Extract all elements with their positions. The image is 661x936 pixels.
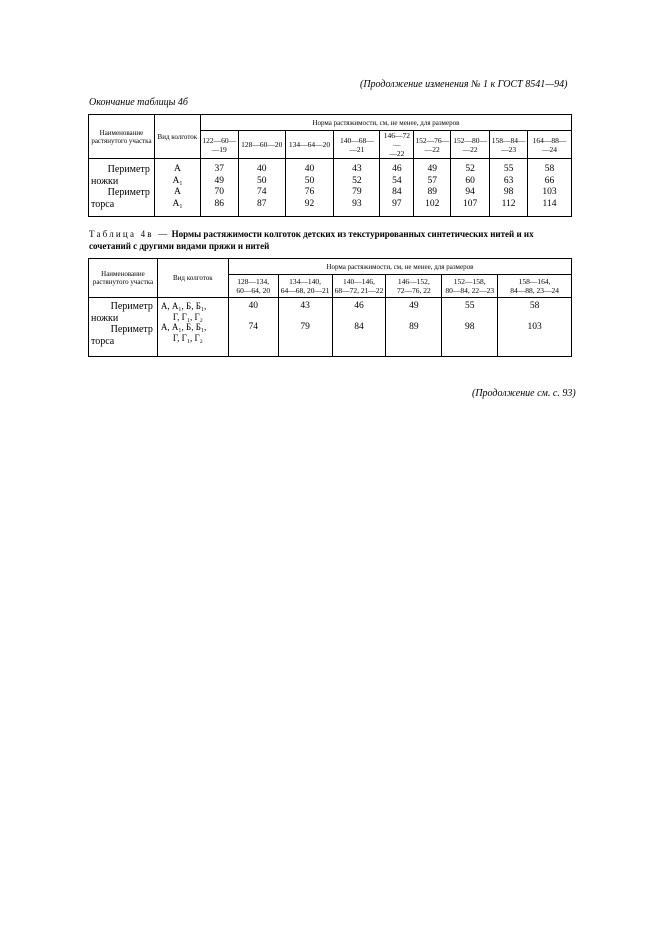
cell-value: 40	[248, 301, 258, 311]
cell-value: 37	[214, 164, 225, 174]
type-letter: А	[173, 187, 181, 198]
table-4b-caption: Окончание таблицы 4б	[89, 97, 188, 108]
value-column	[278, 298, 332, 357]
table-4v-caption-title: Нормы растяжимости колготок детских из текстурированных синтетических нитей и их сочетаний с другими видами пряжи и нитей	[89, 229, 534, 251]
size-header: 152—76— —22	[414, 131, 451, 159]
size-header: 158—164, 84—88, 23—24	[498, 275, 572, 298]
part-label: ножки	[91, 175, 119, 187]
cell-value: 63	[503, 175, 514, 186]
cell-value: 40	[304, 164, 315, 174]
cell-value: 98	[503, 187, 514, 198]
header-type: Вид колготок	[157, 259, 228, 298]
type-line: А, А₁, Б, Б₁,	[160, 301, 207, 311]
part-label: Периметр	[110, 324, 153, 336]
cell-value: 93	[352, 198, 362, 209]
type-value	[155, 199, 200, 211]
cell-value: 97	[392, 198, 402, 209]
cell-value: 94	[465, 187, 475, 198]
cell-value: 103	[527, 322, 542, 332]
size-header: 128—60—20	[238, 131, 285, 159]
part-labels	[89, 159, 155, 217]
cell-value: 55	[464, 301, 475, 311]
value-column	[285, 159, 334, 217]
cell-value: 54	[392, 175, 402, 186]
type-line: Г, Г₁, Г₂	[172, 332, 203, 343]
type-value	[155, 176, 200, 188]
type-line: А, А₁, Б, Б₁,	[160, 322, 207, 332]
cell-value: 89	[427, 187, 437, 198]
size-header: 146—72— —22	[380, 131, 414, 159]
type-value	[155, 187, 200, 199]
value-column	[200, 159, 238, 217]
part-labels	[89, 298, 158, 357]
cell-value: 49	[427, 164, 437, 174]
cell-value: 89	[409, 322, 419, 332]
table-4v-caption-lead: Таблица 4в —	[89, 229, 170, 239]
cell-value: 114	[542, 198, 557, 209]
cell-value: 60	[465, 175, 475, 186]
value-column	[380, 159, 414, 217]
cell-value: 58	[529, 301, 540, 311]
value-column	[442, 298, 498, 357]
cell-value: 74	[256, 187, 267, 198]
cell-value: 49	[214, 175, 225, 186]
type-column	[154, 159, 200, 217]
size-header: 134—140, 64—68, 20—21	[278, 275, 332, 298]
value-column	[528, 159, 572, 217]
value-column	[332, 298, 386, 357]
part-label: ножки	[91, 312, 119, 324]
cell-value: 103	[542, 187, 557, 198]
size-header: 164—88— —24	[528, 131, 572, 159]
cell-value: 87	[256, 198, 267, 209]
cell-value: 50	[304, 175, 315, 186]
part-label: Периметр	[107, 164, 150, 175]
type-value	[155, 164, 200, 176]
table-4v	[88, 258, 572, 357]
cell-value: 84	[354, 322, 364, 332]
size-header: 122—60— —19	[200, 131, 238, 159]
cell-value: 46	[392, 164, 402, 174]
cell-value: 49	[409, 301, 419, 311]
size-header: 152—80— —22	[451, 131, 490, 159]
cell-value: 46	[354, 301, 364, 311]
value-column	[386, 298, 442, 357]
cell-value: 74	[248, 322, 258, 332]
cell-value: 40	[256, 164, 267, 174]
cell-value: 52	[465, 164, 475, 174]
header-part: Наименование растянутого участка	[89, 115, 155, 159]
cell-value: 112	[501, 198, 516, 209]
size-header: 128—134, 60—64, 20	[228, 275, 278, 298]
cell-value: 57	[427, 175, 437, 186]
size-header: 134—64—20	[285, 131, 334, 159]
continuation-footer: (Продолжение см. с. 93)	[472, 388, 576, 399]
cell-value: 98	[464, 322, 475, 332]
cell-value: 55	[503, 164, 514, 174]
value-column	[498, 298, 572, 357]
table-4v-caption	[89, 228, 573, 252]
value-column	[490, 159, 528, 217]
type-letter: А	[172, 198, 180, 209]
size-header: 158—84— —23	[490, 131, 528, 159]
size-header: 140—68— —21	[334, 131, 380, 159]
value-column	[238, 159, 285, 217]
type-line: Г, Г₁, Г₂	[172, 311, 203, 322]
part-label: Периметр	[107, 187, 150, 199]
value-column	[414, 159, 451, 217]
size-header: 152—158, 80—84, 22—23	[442, 275, 498, 298]
cell-value: 52	[352, 175, 362, 186]
cell-value: 79	[300, 322, 310, 332]
type-subscript: 1	[179, 203, 183, 210]
value-column	[334, 159, 380, 217]
value-column	[228, 298, 278, 357]
cell-value: 84	[392, 187, 402, 198]
cell-value: 43	[352, 164, 362, 174]
size-header: 146—152, 72—76, 22	[386, 275, 442, 298]
cell-value: 102	[425, 198, 440, 209]
type-column	[157, 298, 228, 357]
cell-value: 70	[214, 187, 225, 198]
type-letter: А	[173, 164, 181, 174]
type-subscript: 1	[179, 180, 183, 187]
cell-value: 92	[304, 198, 315, 209]
cell-value: 50	[256, 175, 267, 186]
header-norm: Норма растяжимости, см, не менее, для размеров	[228, 259, 571, 275]
continuation-header: (Продолжение изменения № 1 к ГОСТ 8541—94)	[360, 79, 568, 90]
cell-value: 76	[304, 187, 315, 198]
part-label: торса	[91, 335, 115, 347]
type-letter: А	[172, 175, 180, 186]
size-header: 140—146, 68—72, 21—22	[332, 275, 386, 298]
cell-value: 79	[352, 187, 362, 198]
header-type: Вид колготок	[154, 115, 200, 159]
value-column	[451, 159, 490, 217]
header-norm: Норма растяжимости, см, не менее, для размеров	[200, 115, 571, 131]
part-label: торса	[91, 198, 115, 210]
cell-value: 58	[544, 164, 555, 174]
cell-value: 86	[214, 198, 225, 209]
header-part: Наименование растянутого участка	[89, 259, 158, 298]
part-label: Периметр	[110, 301, 153, 312]
cell-value: 107	[463, 198, 478, 209]
table-4b	[88, 114, 572, 217]
cell-value: 66	[544, 175, 555, 186]
cell-value: 43	[300, 301, 310, 311]
